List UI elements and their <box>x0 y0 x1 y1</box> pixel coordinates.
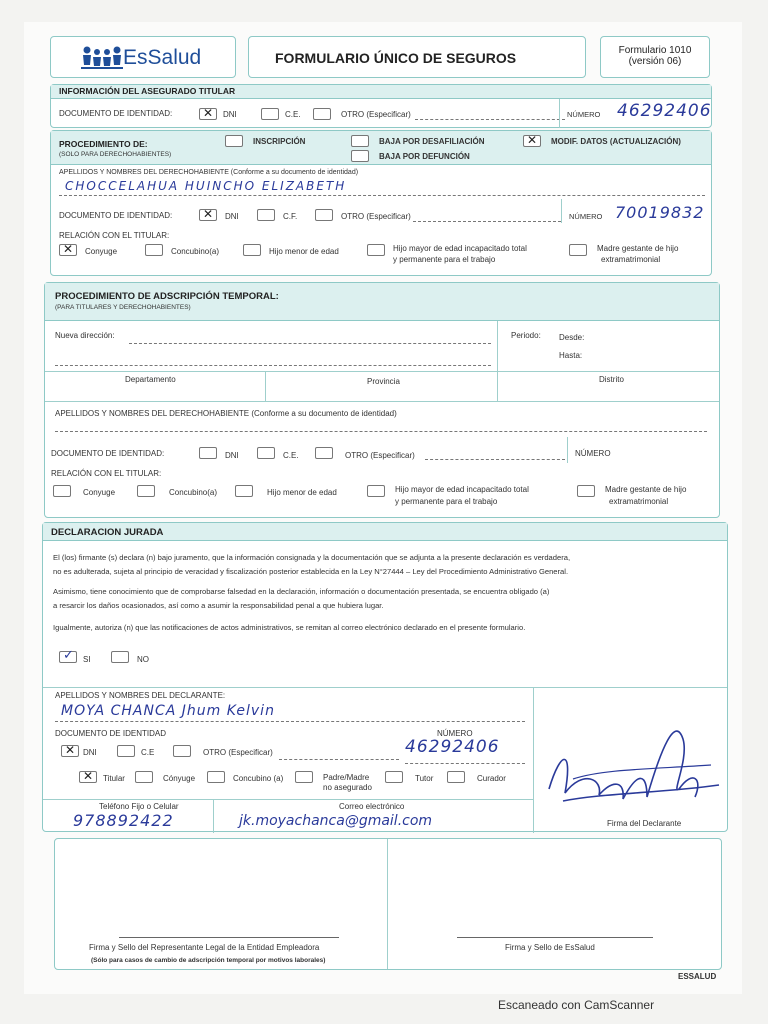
temporal-dni-label: DNI <box>225 451 239 460</box>
titular-doc-label: DOCUMENTO DE IDENTIDAD: <box>59 109 173 118</box>
rel-hijo-mayor-label-2: y permanente para el trabajo <box>393 255 496 264</box>
names-line <box>59 195 705 196</box>
decl-otro-label: OTRO (Especificar) <box>203 748 273 757</box>
concubino-rel-label: Concubino (a) <box>233 774 284 783</box>
titular-title: INFORMACIÓN DEL ASEGURADO TITULAR <box>59 86 236 96</box>
decl-dni-label: DNI <box>83 748 97 757</box>
derechohabiente-names-value[interactable]: CHOCCELAHUA HUINCHO ELIZABETH <box>65 179 347 193</box>
temporal-numero-label: NÚMERO <box>575 449 611 458</box>
periodo-divider <box>497 321 498 371</box>
proc-dni-label: DNI <box>225 212 239 221</box>
temporal-rel-madre-checkbox[interactable] <box>577 485 595 497</box>
no-label: NO <box>137 655 149 664</box>
temporal-rel-hijo-mayor-label-1: Hijo mayor de edad incapacitado total <box>395 485 529 494</box>
essalud-family-icon <box>81 45 123 73</box>
curador-rel-checkbox[interactable] <box>447 771 465 783</box>
proc-dni-checkbox[interactable] <box>199 209 217 221</box>
titular-numero-label: NÚMERO <box>567 110 601 119</box>
rel-madre-label-1: Madre gestante de hijo <box>597 244 679 253</box>
decl-otro-checkbox[interactable] <box>173 745 191 757</box>
titular-rel-checkbox[interactable] <box>79 771 97 783</box>
temporal-rel-conyuge-checkbox[interactable] <box>53 485 71 497</box>
empleadora-sign-line <box>119 937 339 938</box>
temporal-rel-hijo-mayor-checkbox[interactable] <box>367 485 385 497</box>
temporal-rel-madre-label-2: extramatrimonial <box>609 497 669 506</box>
baja-desafiliacion-checkbox[interactable] <box>351 135 369 147</box>
provincia-label: Provincia <box>367 377 400 386</box>
decl-dni-checkbox[interactable] <box>61 745 79 757</box>
baja-defuncion-checkbox[interactable] <box>351 150 369 162</box>
rel-conyuge-checkbox[interactable] <box>59 244 77 256</box>
rel-madre-checkbox[interactable] <box>569 244 587 256</box>
decl-p2-line1: Asimismo, tiene conocimiento que de comprobarse falsedad en la declaración, información o documentación presentada, se encuentra obligado (a) <box>53 587 550 596</box>
decl-p3: Igualmente, autoriza (n) que las notificaciones de actos administrativos, se remitan al correo electrónico declarado en el presente formulario. <box>53 623 526 632</box>
version-box <box>600 36 710 78</box>
decl-numero-value[interactable]: 46292406 <box>405 737 500 757</box>
rel-hijo-mayor-label-1: Hijo mayor de edad incapacitado total <box>393 244 527 253</box>
direccion-line-1 <box>129 343 491 344</box>
titular-dni-checkbox[interactable] <box>199 108 217 120</box>
titular-otro-line <box>415 119 565 120</box>
hasta-label: Hasta: <box>559 351 583 360</box>
decl-numero-line <box>405 763 525 764</box>
departamento-label: Departamento <box>125 375 176 384</box>
footer-code: ESSALUD <box>678 972 717 981</box>
titular-numero-value[interactable]: 46292406 <box>617 101 712 121</box>
temporal-subtitle: (PARA TITULARES Y DERECHOHABIENTES) <box>55 304 191 311</box>
curador-rel-label: Curador <box>477 774 506 783</box>
proc-otro-checkbox[interactable] <box>315 209 333 221</box>
ubicacion-bottom-line <box>45 401 719 402</box>
proc-num-divider <box>561 199 562 223</box>
procedimiento-subtitle: (SOLO PARA DERECHOHABIENTES) <box>59 151 172 158</box>
form-code: Formulario 1010 <box>618 45 692 56</box>
ubic-div-2 <box>497 371 498 401</box>
proc-doc-label: DOCUMENTO DE IDENTIDAD: <box>59 211 173 220</box>
decl-otro-line <box>279 759 399 760</box>
titular-otro-label: OTRO (Especificar) <box>341 110 411 119</box>
firmas-section <box>54 838 722 970</box>
declaracion-section <box>42 522 728 832</box>
form-sheet <box>24 22 742 994</box>
rel-hijo-mayor-checkbox[interactable] <box>367 244 385 256</box>
derechohabiente-names-label: APELLIDOS Y NOMBRES DEL DERECHOHABIENTE (Conforme a su documento de identidad) <box>59 169 359 176</box>
temporal-otro-line <box>425 459 565 460</box>
temporal-relacion-label: RELACIÓN CON EL TITULAR: <box>51 469 162 478</box>
ubic-div-1 <box>265 371 266 401</box>
desde-label: Desde: <box>559 333 585 342</box>
decl-p2-line2: a resarcir los daños ocasionados, así como a asumir la responsabilidad penal a que hubiera lugar. <box>53 601 384 610</box>
decl-numero-label: NÚMERO <box>437 729 473 738</box>
decl-doc-label: DOCUMENTO DE IDENTIDAD <box>55 729 166 738</box>
temporal-rel-hijo-menor-checkbox[interactable] <box>235 485 253 497</box>
temporal-ce-checkbox[interactable] <box>257 447 275 459</box>
baja-defuncion-label: BAJA POR DEFUNCIÓN <box>379 152 470 161</box>
form-title: FORMULARIO ÚNICO DE SEGUROS <box>275 50 517 66</box>
padre-rel-checkbox[interactable] <box>295 771 313 783</box>
proc-otro-line <box>413 221 561 222</box>
proc-numero-value[interactable]: 70019832 <box>615 203 705 222</box>
logo-text: EsSalud <box>123 46 202 69</box>
rel-concubino-label: Concubino(a) <box>171 247 220 256</box>
temporal-header <box>45 283 719 321</box>
titular-rel-label: Titular <box>103 774 125 783</box>
temporal-dni-checkbox[interactable] <box>199 447 217 459</box>
title-box <box>248 36 586 78</box>
contact-top-line <box>43 799 533 800</box>
rel-hijo-menor-checkbox[interactable] <box>243 244 261 256</box>
temporal-rel-hijo-menor-label: Hijo menor de edad <box>267 488 337 497</box>
correo-label: Correo electrónico <box>339 802 405 811</box>
declarante-value[interactable]: MOYA CHANCA Jhum Kelvin <box>61 703 275 719</box>
telefono-label: Teléfono Fijo o Celular <box>99 802 179 811</box>
signature-divider <box>533 687 534 833</box>
empleadora-label-2: (Sólo para casos de cambio de adscripción temporal por motivos laborales) <box>91 957 326 964</box>
concubino-rel-checkbox[interactable] <box>207 771 225 783</box>
tutor-rel-checkbox[interactable] <box>385 771 403 783</box>
temporal-doc-label: DOCUMENTO DE IDENTIDAD: <box>51 449 165 458</box>
procedimiento-section <box>50 130 712 276</box>
declarante-label: APELLIDOS Y NOMBRES DEL DECLARANTE: <box>55 691 226 700</box>
conyuge-rel-checkbox[interactable] <box>135 771 153 783</box>
titular-otro-checkbox[interactable] <box>313 108 331 120</box>
distrito-label: Distrito <box>599 375 624 384</box>
modif-checkbox[interactable] <box>523 135 541 147</box>
periodo-label: Periodo: <box>511 331 541 340</box>
temporal-section <box>44 282 720 518</box>
proc-ce-label: C.F. <box>283 212 298 221</box>
empleadora-label-1: Firma y Sello del Representante Legal de la Entidad Empleadora <box>89 943 320 952</box>
contact-divider <box>213 799 214 833</box>
telefono-value[interactable]: 978892422 <box>73 811 174 830</box>
ubicacion-top-line <box>45 371 719 372</box>
temporal-rel-hijo-mayor-label-2: y permanente para el trabajo <box>395 497 498 506</box>
temporal-otro-checkbox[interactable] <box>315 447 333 459</box>
declarante-line <box>55 721 525 722</box>
temporal-num-divider <box>567 437 568 463</box>
proc-ce-checkbox[interactable] <box>257 209 275 221</box>
declaracion-title: DECLARACION JURADA <box>51 527 164 538</box>
titular-section <box>50 84 712 128</box>
nueva-direccion-label: Nueva dirección: <box>55 331 115 340</box>
essalud-sign-label: Firma y Sello de EsSalud <box>505 943 595 952</box>
procedimiento-title: PROCEDIMIENTO DE: <box>59 139 148 149</box>
temporal-names-line <box>55 431 707 432</box>
inscripcion-checkbox[interactable] <box>225 135 243 147</box>
proc-numero-label: NÚMERO <box>569 212 603 221</box>
rel-madre-label-2: extramatrimonial <box>601 255 661 264</box>
rel-conyuge-label: Conyuge <box>85 247 118 256</box>
rel-concubino-checkbox[interactable] <box>145 244 163 256</box>
padre-rel-label-2: no asegurado <box>323 783 372 792</box>
no-checkbox[interactable] <box>111 651 129 663</box>
temporal-otro-label: OTRO (Especificar) <box>345 451 415 460</box>
declarante-signature <box>543 709 723 809</box>
titular-dni-label: DNI <box>223 110 237 119</box>
essalud-sign-line <box>457 937 653 938</box>
temporal-rel-conyuge-label: Conyuge <box>83 488 116 497</box>
decl-ce-checkbox[interactable] <box>117 745 135 757</box>
titular-ce-label: C.E. <box>285 110 301 119</box>
padre-rel-label-1: Padre/Madre <box>323 773 370 782</box>
decl-ce-label: C.E <box>141 748 155 757</box>
temporal-rel-concubino-label: Concubino(a) <box>169 488 218 497</box>
conyuge-rel-label: Cónyuge <box>163 774 196 783</box>
decl-p1-line2: no es adulterada, sujeta al principio de veracidad y fiscalización posterior establecida en la Ley N°27444 – Ley del Procedimiento Administrativo General. <box>53 567 569 576</box>
tutor-rel-label: Tutor <box>415 774 434 783</box>
temporal-names-label: APELLIDOS Y NOMBRES DEL DERECHOHABIENTE (Conforme a su documento de identidad) <box>55 409 397 418</box>
temporal-ce-label: C.E. <box>283 451 299 460</box>
baja-desafiliacion-label: BAJA POR DESAFILIACIÓN <box>379 137 485 146</box>
logo-box <box>50 36 236 78</box>
inscripcion-label: INSCRIPCIÓN <box>253 137 306 146</box>
si-label: SI <box>83 655 91 664</box>
rel-hijo-menor-label: Hijo menor de edad <box>269 247 339 256</box>
firmas-divider <box>387 839 388 969</box>
si-checkmark-icon: ✓ <box>63 647 74 662</box>
camscanner-watermark: Escaneado con CamScanner <box>498 998 655 1012</box>
form-version: (versión 06) <box>628 56 682 67</box>
firma-declarante-label: Firma del Declarante <box>607 819 682 828</box>
modif-label: MODIF. DATOS (ACTUALIZACIÓN) <box>551 137 681 146</box>
temporal-rel-concubino-checkbox[interactable] <box>137 485 155 497</box>
titular-divider <box>559 99 560 128</box>
direccion-line-2 <box>55 365 491 366</box>
temporal-rel-madre-label-1: Madre gestante de hijo <box>605 485 687 494</box>
correo-value[interactable]: jk.moyachanca@gmail.com <box>239 813 433 829</box>
declarante-top-line <box>43 687 727 688</box>
temporal-title: PROCEDIMIENTO DE ADSCRIPCIÓN TEMPORAL: <box>55 291 279 302</box>
proc-otro-label: OTRO (Especificar) <box>341 212 411 221</box>
decl-p1-line1: El (los) firmante (s) declara (n) bajo juramento, que la información consignada y la documentación que se adjunta a la presente declaración es verdadera, <box>53 553 571 562</box>
titular-ce-checkbox[interactable] <box>261 108 279 120</box>
relacion-label: RELACIÓN CON EL TITULAR: <box>59 231 170 240</box>
